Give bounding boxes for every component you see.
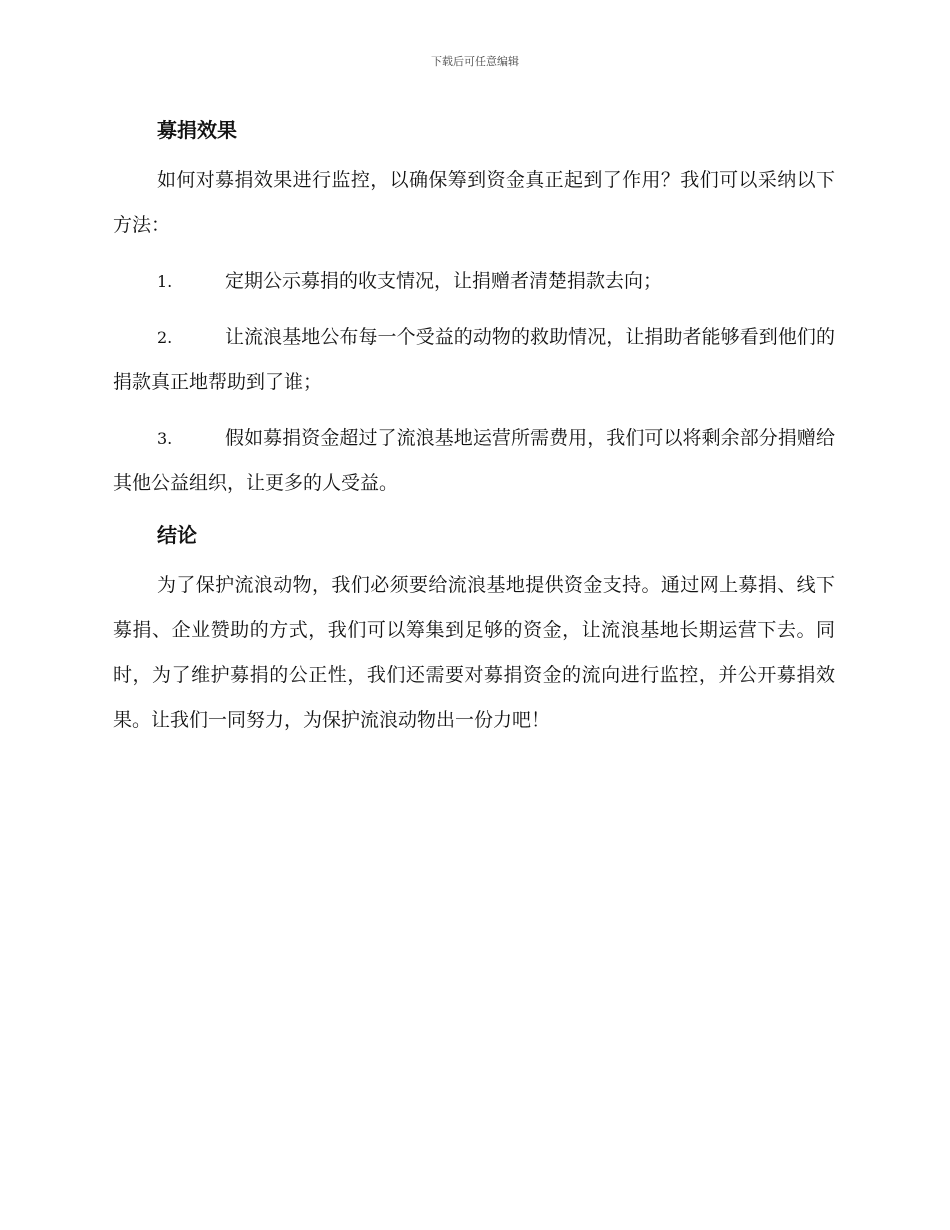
paragraph-intro: 如何对募捐效果进行监控，以确保筹到资金真正起到了作用？我们可以采纳以下方法：	[113, 169, 835, 236]
list-text: 让流浪基地公布每一个受益的动物的救助情况，让捐助者能够看到他们的捐款真正地帮助到了谁；	[113, 326, 835, 393]
list-text: 定期公示募捐的收支情况，让捐赠者清楚捐款去向；	[225, 270, 663, 292]
list-number: 3.	[157, 429, 173, 448]
document-body	[113, 112, 835, 754]
list-item-2	[113, 315, 835, 405]
section-title-conclusion: 结论	[157, 523, 197, 547]
list-text: 假如募捐资金超过了流浪基地运营所需费用，我们可以将剩余部分捐赠给其他公益组织，让更多的人受益。	[113, 427, 835, 494]
page-header: 下载后可任意编辑	[431, 55, 519, 68]
paragraph-conclusion: 为了保护流浪动物，我们必须要给流浪基地提供资金支持。通过网上募捐、线下募捐、企业赞助的方式，我们可以筹集到足够的资金，让流浪基地长期运营下去。同时，为了维护募捐的公正性，我们还需要对募捐资金的流向进行监控，并公开募捐效果。让我们一同努力，为保护流浪动物出一份力吧！	[113, 574, 835, 731]
list-item-3	[113, 416, 835, 506]
list-number: 2.	[157, 328, 173, 347]
list-item-1	[113, 259, 835, 304]
list-number: 1.	[157, 272, 173, 291]
section-title-fundraising-effect: 募捐效果	[157, 118, 237, 142]
